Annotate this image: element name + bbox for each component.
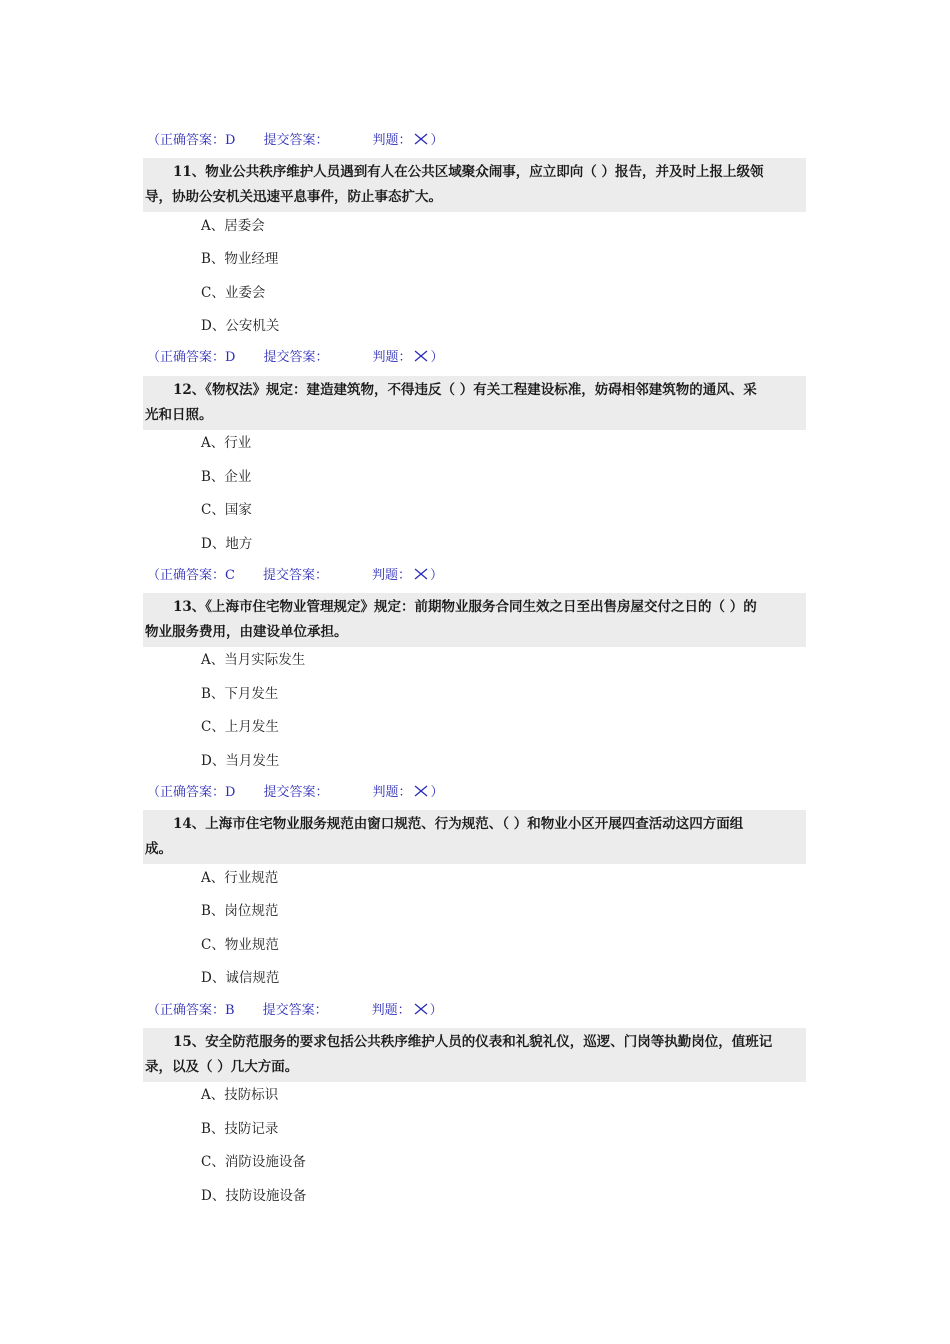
- option-b[interactable]: B、岗位规范: [201, 903, 279, 919]
- question-text-line1: 11、物业公共秩序维护人员遇到有人在公共区域聚众闹事，应立即向（ ）报告，并及时上报上级领: [173, 164, 764, 180]
- question-14: [143, 810, 806, 864]
- option-c[interactable]: C、消防设施设备: [201, 1154, 306, 1170]
- option-c[interactable]: C、物业规范: [201, 937, 279, 953]
- answer-result-line: [147, 348, 444, 368]
- cross-mark-icon: [412, 784, 430, 798]
- cross-mark-icon: [412, 567, 430, 581]
- close-paren: ）: [430, 568, 444, 583]
- correct-answer-value: D: [225, 785, 236, 800]
- option-c[interactable]: C、业委会: [201, 285, 266, 301]
- judgement-label: 判题：: [372, 133, 412, 148]
- question-13: [143, 593, 806, 647]
- option-a[interactable]: A、当月实际发生: [201, 652, 306, 668]
- question-text-line1: 15、安全防范服务的要求包括公共秩序维护人员的仪表和礼貌礼仪，巡逻、门岗等执勤岗位，值班记: [173, 1034, 773, 1050]
- submitted-answer-label: 提交答案：: [263, 350, 329, 365]
- answer-result-line: [147, 783, 444, 803]
- option-d[interactable]: D、公安机关: [201, 318, 280, 334]
- judgement-label: 判题：: [371, 1003, 411, 1018]
- question-text-line2: 物业服务费用，由建设单位承担。: [145, 624, 348, 640]
- question-text-line2: 光和日照。: [145, 407, 213, 423]
- judgement-label: 判题：: [372, 350, 412, 365]
- question-text-line2: 录，以及（ ）几大方面。: [145, 1059, 299, 1075]
- answer-result-line: [147, 1001, 443, 1021]
- close-paren: ）: [430, 133, 444, 148]
- correct-answer-label: （正确答案：: [147, 568, 226, 583]
- option-c[interactable]: C、国家: [201, 502, 252, 518]
- submitted-answer-label: 提交答案：: [263, 785, 329, 800]
- correct-answer-value: D: [225, 350, 236, 365]
- submitted-answer-label: 提交答案：: [263, 133, 329, 148]
- option-d[interactable]: D、地方: [201, 536, 253, 552]
- submitted-answer-label: 提交答案：: [262, 1003, 328, 1018]
- option-b[interactable]: B、下月发生: [201, 686, 279, 702]
- option-b[interactable]: B、企业: [201, 469, 252, 485]
- question-text-line1: 14、上海市住宅物业服务规范由窗口规范、行为规范、（ ）和物业小区开展四查活动这四方面组: [173, 816, 744, 832]
- option-a[interactable]: A、行业规范: [201, 870, 279, 886]
- cross-mark-icon: [412, 132, 430, 146]
- answer-result-line: [147, 566, 443, 586]
- submitted-answer-label: 提交答案：: [262, 568, 328, 583]
- correct-answer-value: C: [225, 568, 235, 583]
- correct-answer-label: （正确答案：: [147, 350, 226, 365]
- question-text-line2: 成。: [145, 841, 172, 857]
- close-paren: ）: [430, 785, 444, 800]
- option-a[interactable]: A、居委会: [201, 218, 265, 234]
- question-text-line2: 导，协助公安机关迅速平息事件，防止事态扩大。: [145, 189, 442, 205]
- question-15: [143, 1028, 806, 1082]
- option-c[interactable]: C、上月发生: [201, 719, 279, 735]
- cross-mark-icon: [412, 1002, 430, 1016]
- option-a[interactable]: A、技防标识: [201, 1087, 279, 1103]
- answer-result-line: [147, 131, 444, 151]
- option-a[interactable]: A、行业: [201, 435, 252, 451]
- judgement-label: 判题：: [371, 568, 411, 583]
- question-12: [143, 376, 806, 430]
- option-d[interactable]: D、诚信规范: [201, 970, 280, 986]
- question-text-line1: 12、《物权法》规定：建造建筑物，不得违反（ ）有关工程建设标准，妨碍相邻建筑物的通风、采: [173, 382, 757, 398]
- question-11: [143, 158, 806, 212]
- option-d[interactable]: D、当月发生: [201, 753, 280, 769]
- correct-answer-value: B: [225, 1003, 235, 1018]
- close-paren: ）: [429, 1003, 443, 1018]
- close-paren: ）: [430, 350, 444, 365]
- option-b[interactable]: B、技防记录: [201, 1121, 279, 1137]
- correct-answer-label: （正确答案：: [147, 785, 226, 800]
- option-d[interactable]: D、技防设施设备: [201, 1188, 307, 1204]
- correct-answer-value: D: [225, 133, 236, 148]
- correct-answer-label: （正确答案：: [147, 1003, 226, 1018]
- option-b[interactable]: B、物业经理: [201, 251, 279, 267]
- question-text-line1: 13、《上海市住宅物业管理规定》规定：前期物业服务合同生效之日至出售房屋交付之日的（ ）的: [173, 599, 757, 615]
- correct-answer-label: （正确答案：: [147, 133, 226, 148]
- cross-mark-icon: [412, 349, 430, 363]
- judgement-label: 判题：: [372, 785, 412, 800]
